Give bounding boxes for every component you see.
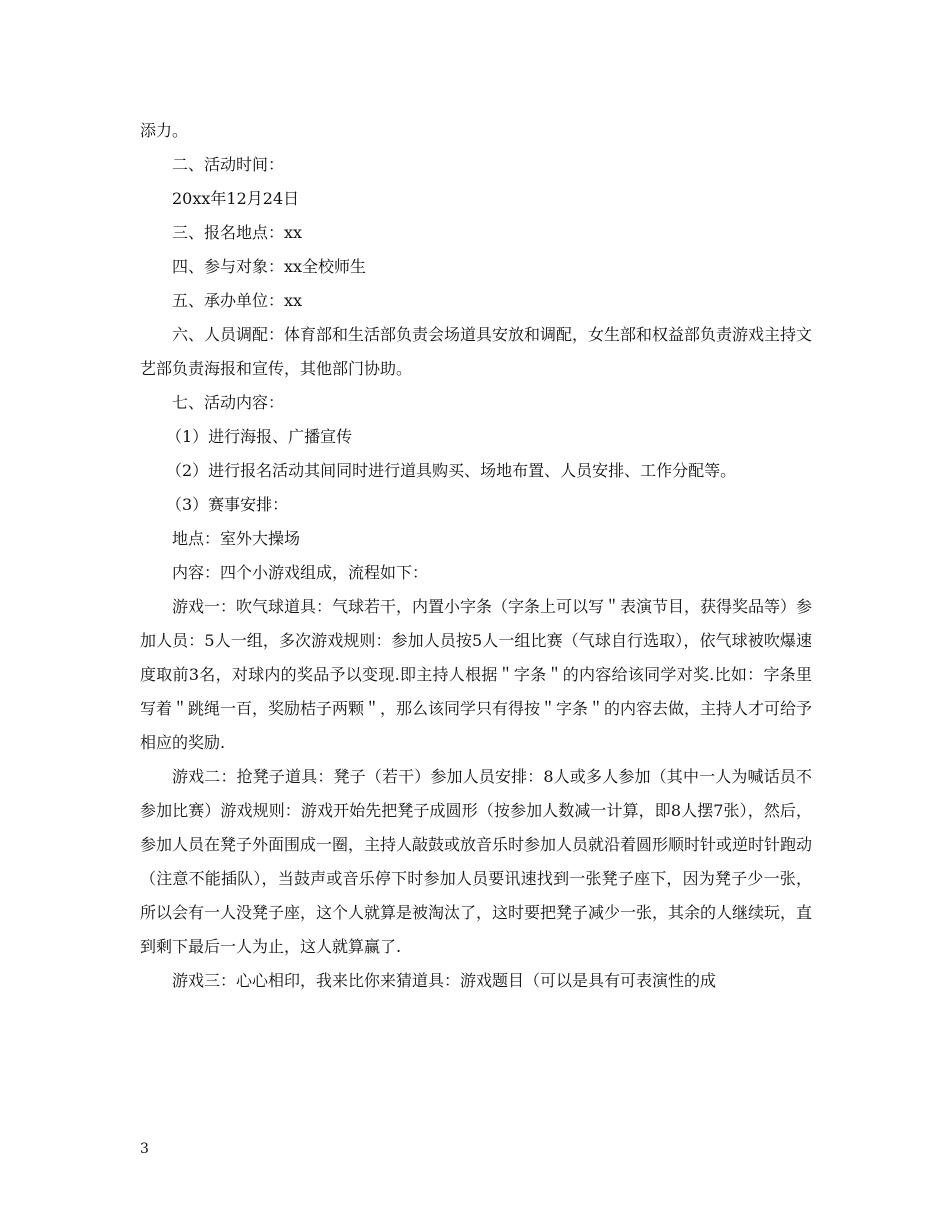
event-location: 地点：室外大操场 — [172, 529, 301, 548]
section-organizer: 五、承办单位：xx — [172, 291, 303, 310]
section-heading-activity-content: 七、活动内容： — [172, 393, 285, 412]
paragraph-continuation: 添力。 — [140, 121, 189, 140]
game-one-paragraph: 游戏一：吹气球道具：气球若干，内置小字条（字条上可以写＂表演节目，获得奖品等）参加人员：5人一组，多次游戏规则：参加人员按5人一组比赛（气球自行选取），依气球被吹爆速度取前3名，对球内的奖品予以变现.即主持人根据＂字条＂的内容给该同学对奖.比如：字条里写着＂跳绳一百，奖励桔子两颗＂，那么该同学只有得按＂字条＂的内容去做，主持人才可给予相应的奖励. — [140, 597, 813, 752]
section-heading-activity-time: 二、活动时间： — [172, 155, 285, 174]
document-body — [140, 114, 812, 998]
section-registration-location: 三、报名地点：xx — [172, 223, 303, 242]
activity-date: 20xx年12月24日 — [172, 189, 300, 208]
list-item-2: （2）进行报名活动其间同时进行道具购买、场地布置、人员安排、工作分配等。 — [166, 461, 737, 480]
section-staff-allocation: 六、人员调配：体育部和生活部负责会场道具安放和调配，女生部和权益部负责游戏主持文艺部负责海报和宣传，其他部门协助。 — [140, 325, 813, 378]
section-participants: 四、参与对象：xx全校师生 — [172, 257, 367, 276]
list-item-1: （1）进行海报、广播宣传 — [166, 427, 353, 446]
game-two-paragraph: 游戏二：抢凳子道具：凳子（若干）参加人员安排：8人或多人参加（其中一人为喊话员不参加比赛）游戏规则：游戏开始先把凳子成圆形（按参加人数减一计算，即8人摆7张），然后，参加人员在凳子外面围成一圈，主持人敲鼓或放音乐时参加人员就沿着圆形顺时针或逆时针跑动（注意不能插队），当鼓声或音乐停下时参加人员要讯速找到一张凳子座下，因为凳子少一张，所以会有一人没凳子座，这个人就算是被淘汰了，这时要把凳子减少一张，其余的人继续玩，直到剩下最后一人为止，这人就算赢了. — [140, 767, 813, 956]
event-content-summary: 内容：四个小游戏组成，流程如下： — [172, 563, 429, 582]
game-three-paragraph: 游戏三：心心相印，我来比你来猜道具：游戏题目（可以是具有可表演性的成 — [172, 971, 717, 990]
page-number: 3 — [140, 1141, 149, 1157]
list-item-3: （3）赛事安排： — [166, 495, 289, 514]
